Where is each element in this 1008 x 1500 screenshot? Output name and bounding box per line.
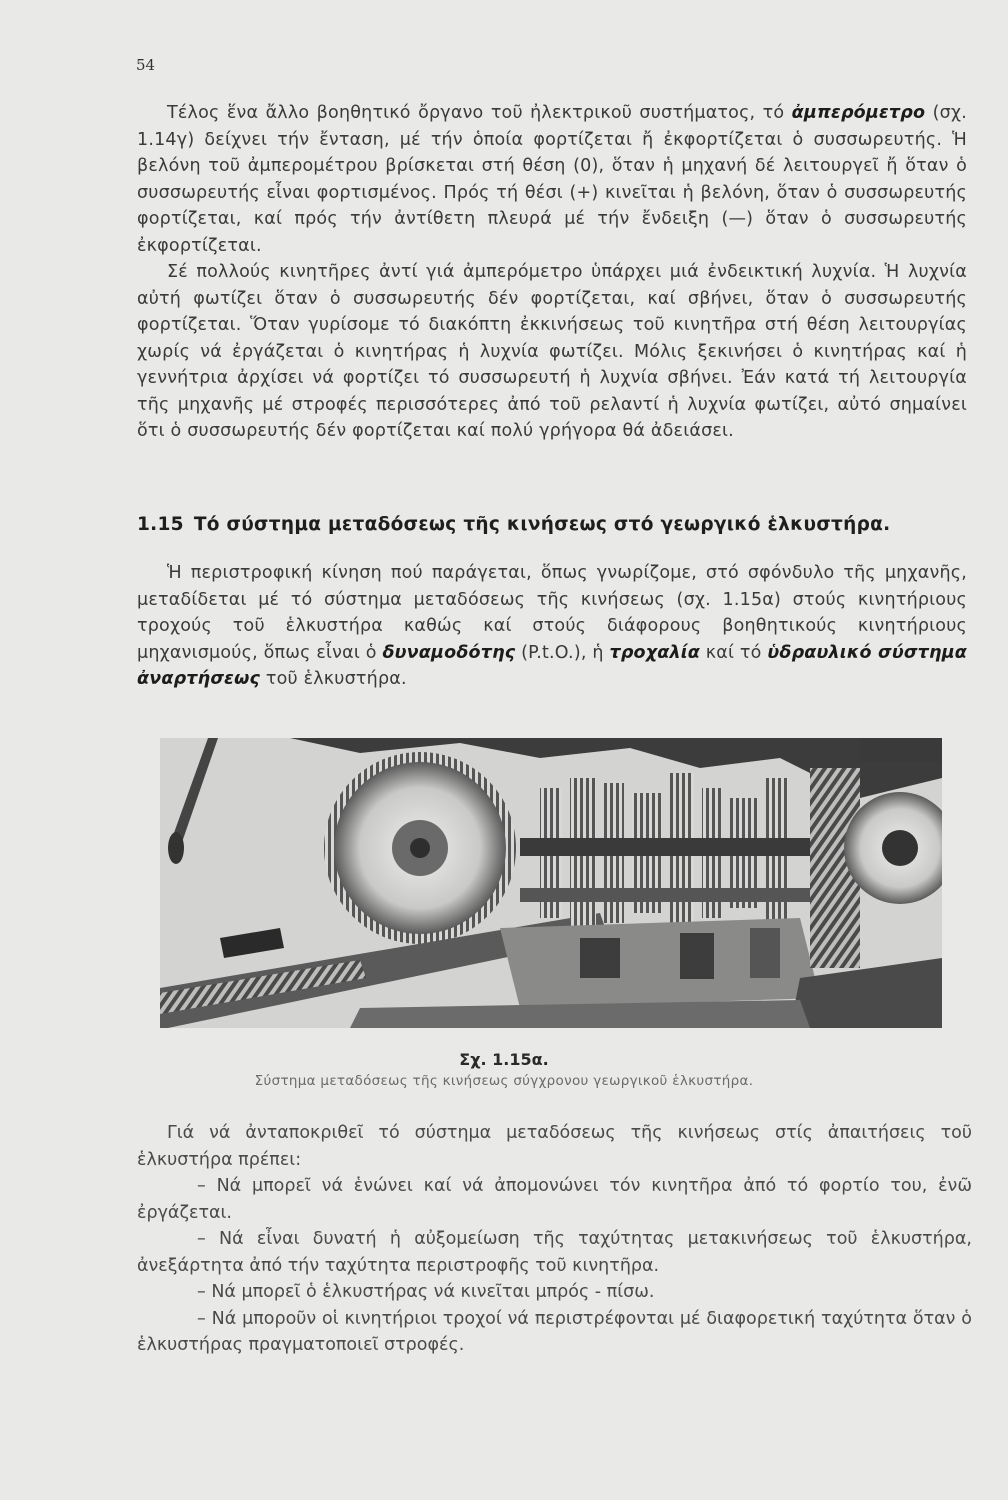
list-item: – Νά εἶναι δυνατή ἡ αὐξομείωση τῆς ταχύτητας μετακινήσεως τοῦ ἑλκυστήρα, ἀνεξάρτητα ἀπό τήν ταχύτητα περιστροφῆς τοῦ κινητῆρα. [137,1229,972,1276]
pto-term: δυναμοδότης [382,642,516,663]
section-title: Τό σύστημα μεταδόσεως τῆς κινήσεως στό γεωργικό ἑλκυστήρα. [193,514,891,535]
list-item: – Νά μπορεῖ ὁ ἑλκυστήρας νά κινεῖται μπρός - πίσω. [197,1282,655,1302]
list-item: – Νά μποροῦν οἱ κινητήριοι τροχοί νά περιστρέφονται μέ διαφορετική ταχύτητα ὅταν ὁ ἑλκυστήρας πραγματοποιεῖ στροφές. [137,1308,972,1355]
section-text [137,560,967,693]
requirements-intro: Γιά νά ἀνταποκριθεῖ τό σύστημα μεταδόσεως τῆς κινήσεως στίς ἀπαιτήσεις τοῦ ἑλκυστήρα πρέπει: [137,1123,972,1170]
figure-caption: Σύστημα μεταδόσεως τῆς κινήσεως σύγχρονου γεωργικοῦ ἑλκυστήρα. [254,1073,754,1089]
requirements-block [137,1120,972,1359]
intro-text [137,100,967,445]
transmission-paragraph: Ἡ περιστροφική κίνηση πού παράγεται, ὅπως γνωρίζομε, στό σφόνδυλο τῆς μηχανῆς, μεταδίδεται μέ τό σύστημα μεταδόσεως τῆς κινήσεως (σχ. 1.15α) στούς κινητήριους τροχούς τοῦ ἑλκυστήρα καθώς καί στούς διάφορους βοηθητικούς κινητήριους μηχανισμούς, ὅπως εἶναι ὁ δυναμοδότης (P.t.O.), ἡ τροχαλία καί τό ὑδραυλικό σύστημα ἀναρτήσεως τοῦ ἑλκυστήρα. [137,563,967,689]
pulley-term: τροχαλία [609,642,700,663]
list-dash: – [197,1176,206,1196]
section-number: 1.15 [137,514,184,535]
indicator-lamp-paragraph: Σέ πολλούς κινητῆρες ἀντί γιά ἀμπερόμετρο ὑπάρχει μιά ἐνδεικτική λυχνία. Ἡ λυχνία αὐτή φωτίζει ὅταν ὁ συσσωρευτής δέν φορτίζεται, καί σβήνει, ὅταν ὁ συσσωρευτής φορτίζεται. Ὅταν γυρίσομε τό διακόπτη ἐκκινήσεως τοῦ κινητῆρα στή θέση λειτουργίας χωρίς νά ἐργάζεται ὁ κινητήρας ἡ λυχνία φωτίζει. Μόλις ξεκινήσει ὁ κινητήρας καί ἡ γεννήτρια ἀρχίσει νά φορτίζει τό συσσωρευτή ἡ λυχνία σβήνει. Ἐάν κατά τή λειτουργία τῆς μηχανῆς μέ στροφές περισσότερες ἀπό τοῦ ρελαντί ἡ λυχνία φωτίζει, αὐτό σημαίνει ὅτι ὁ συσσωρευτής δέν φορτίζεται καί πολύ γρήγορα θά ἀδειάσει. [137,262,967,441]
list-dash: – [197,1282,206,1302]
ammeter-paragraph: Τέλος ἕνα ἄλλο βοηθητικό ὄργανο τοῦ ἠλεκτρικοῦ συστήματος, τό ἀμπερόμετρο (σχ. 1.14γ) δείχνει τήν ἔνταση, μέ τήν ὁποία φορτίζεται ἤ ἐκφορτίζεται ὁ συσσωρευτής. Ἡ βελόνη τοῦ ἀμπερομέτρου βρίσκεται στή θέση (0), ὅταν ἡ μηχανή δέ λειτουργεῖ ἤ ὅταν ὁ συσσωρευτής εἶναι φορτισμένος. Πρός τή θέσι (+) κινεῖται ἡ βελόνη, ὅταν ὁ συσσωρευτής φορτίζεται, καί πρός τήν ἀντίθετη πλευρά μέ τήν ἔνδειξη (—) ὅταν ὁ συσσωρευτής ἐκφορτίζεται. [137,103,967,256]
section-heading [137,514,891,535]
transmission-figure [160,738,942,1028]
figure-label: Σχ. 1.15α. [459,1050,549,1069]
ammeter-term: ἀμπερόμετρο [791,103,926,123]
list-dash: – [197,1308,206,1329]
hydraulic-term: ὑδραυλικό σύστημα ἀναρτήσεως [137,642,967,689]
transmission-drawing [160,738,942,1028]
list-item: – Νά μπορεῖ νά ἑνώνει καί νά ἀπομονώνει τόν κινητῆρα ἀπό τό φορτίο του, ἐνῶ ἐργάζεται. [137,1176,972,1223]
list-dash: – [197,1229,206,1249]
page-number: 54 [136,56,156,74]
